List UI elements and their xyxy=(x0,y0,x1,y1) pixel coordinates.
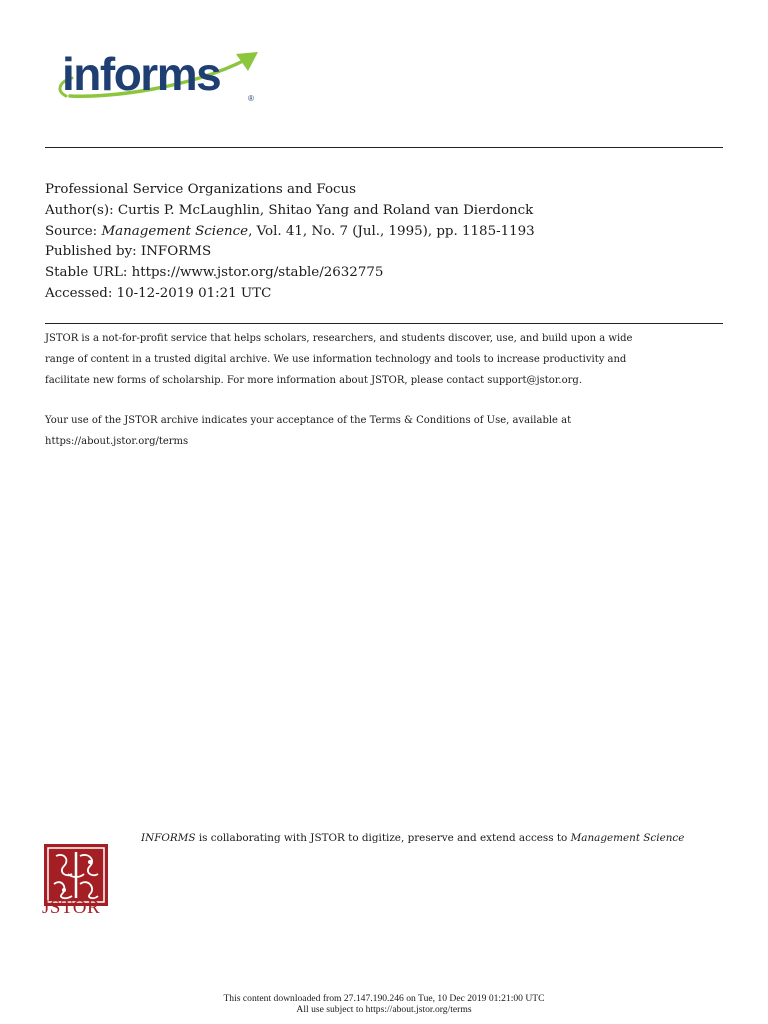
authors: Curtis P. McLaughlin, Shitao Yang and Roland van Dierdonck xyxy=(117,202,534,218)
citation-block xyxy=(45,180,725,305)
download-footer xyxy=(0,994,768,1015)
terms-notice xyxy=(45,411,735,453)
authors-line xyxy=(45,201,725,222)
collab-publisher: INFORMS xyxy=(141,832,196,844)
source-label: Source: xyxy=(45,223,102,239)
footer-terms: All use subject to https://about.jstor.org/terms xyxy=(296,1003,472,1015)
journal-name: Management Science xyxy=(101,223,249,239)
jstor-mission-notice xyxy=(45,329,735,391)
accessed-date: Accessed: 10-12-2019 01:21 UTC xyxy=(45,285,272,301)
mission-line: range of content in a trusted digital archive. We use information technology and tools to increase productivity and xyxy=(45,353,627,365)
authors-label: Author(s): xyxy=(45,202,118,218)
informs-logo xyxy=(40,44,264,108)
collab-journal: Management Science xyxy=(570,832,685,844)
collab-text: is collaborating with JSTOR to digitize, preserve and extend access to xyxy=(195,832,571,844)
collaboration-statement xyxy=(141,832,701,845)
publisher-line: Published by: INFORMS xyxy=(45,244,212,260)
mission-line: facilitate new forms of scholarship. For more information about JSTOR, please contact support@jstor.org. xyxy=(45,374,582,386)
terms-link[interactable]: https://about.jstor.org/terms xyxy=(45,435,189,447)
jstor-wordmark: JSTOR xyxy=(42,897,101,918)
article-title: Professional Service Organizations and Focus xyxy=(45,182,357,197)
informs-logo-text: informs xyxy=(62,48,221,100)
mission-line: JSTOR is a not-for-profit service that helps scholars, researchers, and students discover, use, and build upon a wide xyxy=(45,333,633,344)
registered-mark: ® xyxy=(248,94,254,103)
footer-download-info: This content downloaded from 27.147.190.246 on Tue, 10 Dec 2019 01:21:00 UTC xyxy=(223,993,545,1004)
stable-url[interactable]: Stable URL: https://www.jstor.org/stable/2632775 xyxy=(45,265,384,281)
top-divider xyxy=(45,147,723,148)
terms-text: Your use of the JSTOR archive indicates your acceptance of the Terms & Conditions of Use, available at xyxy=(45,415,572,426)
middle-divider xyxy=(45,323,723,324)
source-detail: , Vol. 41, No. 7 (Jul., 1995), pp. 1185-1193 xyxy=(248,223,535,239)
source-line xyxy=(45,222,725,243)
